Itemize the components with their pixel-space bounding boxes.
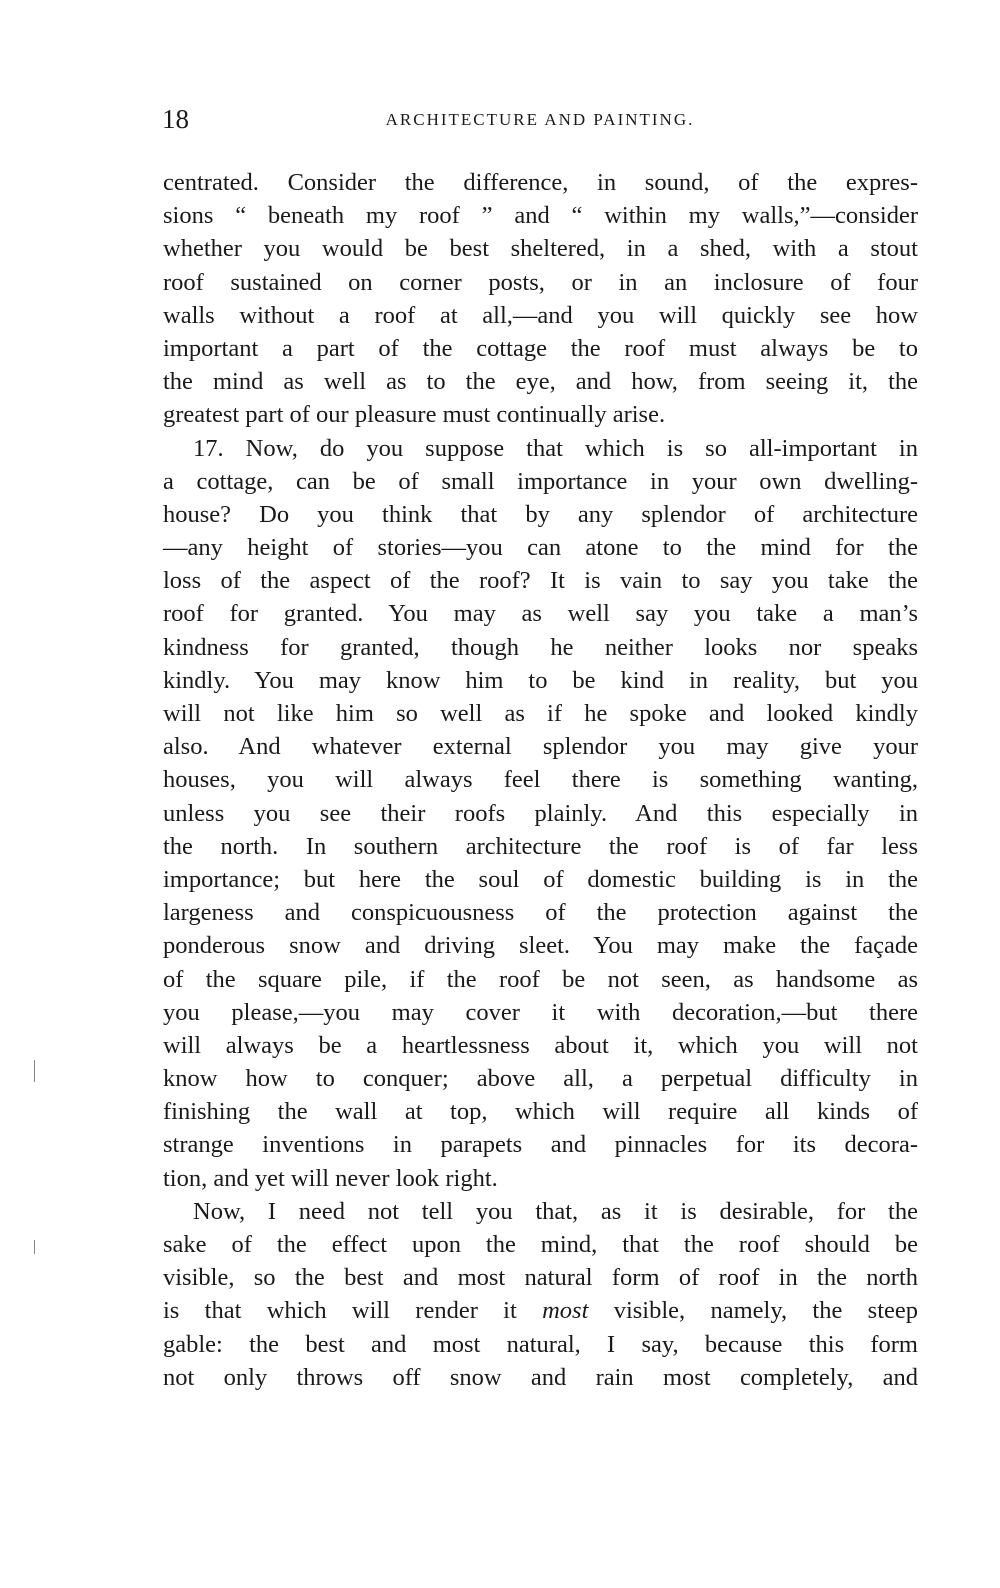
text-line <box>163 1062 918 1095</box>
text-line <box>163 1095 918 1128</box>
running-head: ARCHITECTURE AND PAINTING. <box>385 110 695 129</box>
text-line <box>163 498 918 531</box>
text-line <box>163 1162 918 1195</box>
text-line <box>163 299 918 332</box>
line-text: sake of the effect upon the mind, that the roof should be <box>163 1231 918 1258</box>
line-text: roof sustained on corner posts, or in an inclosure of four <box>163 268 918 296</box>
page-number: 18 <box>162 104 189 134</box>
text-line <box>163 963 918 996</box>
line-text: visible, namely, the steep <box>588 1297 919 1325</box>
text-line <box>163 631 918 664</box>
line-text: is that which will render it <box>163 1297 543 1325</box>
line-text: finishing the wall at top, which will require all kinds of <box>163 1098 918 1126</box>
text-line <box>163 432 918 465</box>
text-line <box>163 166 918 199</box>
text-line <box>163 531 918 564</box>
line-text: house? Do you think that by any splendor of architecture <box>163 500 918 528</box>
line-text: will not like him so well as if he spoke and looked kindly <box>163 700 918 727</box>
text-line <box>163 664 918 697</box>
text-line <box>163 996 918 1029</box>
text-line <box>163 1261 918 1294</box>
line-text: largeness and conspicuousness of the protection against the <box>163 899 918 927</box>
line-text: Now, I need not tell you that, as it is desirable, for the <box>193 1197 918 1225</box>
line-text: a cottage, can be of small importance in your own dwelling- <box>163 467 918 495</box>
text-line <box>163 1328 918 1361</box>
body-text <box>163 166 918 1394</box>
line-text: unless you see their roofs plainly. And this especially in <box>163 799 918 827</box>
text-line <box>163 1195 918 1228</box>
text-line <box>163 697 918 730</box>
text-line <box>163 398 918 431</box>
text-line <box>163 564 918 597</box>
text-line <box>163 232 918 265</box>
scan-mark <box>34 1240 35 1254</box>
line-text: kindly. You may know him to be kind in reality, but you <box>163 666 918 694</box>
text-line <box>163 830 918 863</box>
text-line <box>163 929 918 962</box>
line-text: whether you would be best sheltered, in a shed, with a stout <box>163 235 918 263</box>
text-line <box>163 365 918 398</box>
line-text: sions “ beneath my roof ” and “ within my walls,”—consider <box>163 202 918 230</box>
line-text: kindness for granted, though he neither looks nor speaks <box>163 633 918 661</box>
text-line <box>163 597 918 630</box>
emphasis-text: most <box>542 1297 589 1325</box>
line-text: walls without a roof at all,—and you will quickly see how <box>163 301 918 329</box>
line-text: loss of the aspect of the roof? It is vain to say you take the <box>163 567 918 595</box>
line-text: not only throws off snow and rain most completely, and <box>163 1363 918 1391</box>
text-line <box>163 199 918 232</box>
line-text: will always be a heartlessness about it, which you will not <box>163 1031 918 1059</box>
line-text: ponderous snow and driving sleet. You may make the façade <box>163 932 918 960</box>
text-line <box>163 730 918 763</box>
line-text: 17. Now, do you suppose that which is so all-important in <box>193 434 918 462</box>
text-line <box>163 1228 918 1261</box>
line-text: greatest part of our pleasure must continually arise. <box>163 401 666 429</box>
line-text: houses, you will always feel there is something wanting, <box>163 766 918 794</box>
text-line <box>163 1361 918 1394</box>
line-text: important a part of the cottage the roof must always be to <box>163 334 918 362</box>
text-line <box>163 1128 918 1161</box>
text-line <box>163 266 918 299</box>
line-text: importance; but here the soul of domestic building is in the <box>163 865 918 893</box>
line-text: centrated. Consider the difference, in sound, of the expres- <box>163 169 918 196</box>
line-text: —any height of stories—you can atone to the mind for the <box>163 534 918 562</box>
text-line <box>163 332 918 365</box>
line-text: strange inventions in parapets and pinnacles for its decora- <box>163 1131 918 1159</box>
text-line <box>163 1294 918 1327</box>
text-line <box>163 863 918 896</box>
line-text: you please,—you may cover it with decoration,—but there <box>163 998 918 1026</box>
line-text: know how to conquer; above all, a perpetual difficulty in <box>163 1065 918 1093</box>
line-text: roof for granted. You may as well say you take a man’s <box>163 600 918 628</box>
line-text: gable: the best and most natural, I say, because this form <box>163 1330 918 1358</box>
line-text: visible, so the best and most natural form of roof in the north <box>163 1264 918 1292</box>
text-line <box>163 465 918 498</box>
text-line <box>163 896 918 929</box>
line-text: of the square pile, if the roof be not seen, as handsome as <box>163 965 918 993</box>
line-text: the north. In southern architecture the roof is of far less <box>163 832 918 860</box>
line-text: also. And whatever external splendor you may give your <box>163 733 918 761</box>
text-line <box>163 1029 918 1062</box>
scan-mark <box>34 1060 35 1082</box>
text-line <box>163 763 918 796</box>
line-text: the mind as well as to the eye, and how, from seeing it, the <box>163 368 918 396</box>
line-text: tion, and yet will never look right. <box>163 1164 498 1192</box>
text-line <box>163 797 918 830</box>
